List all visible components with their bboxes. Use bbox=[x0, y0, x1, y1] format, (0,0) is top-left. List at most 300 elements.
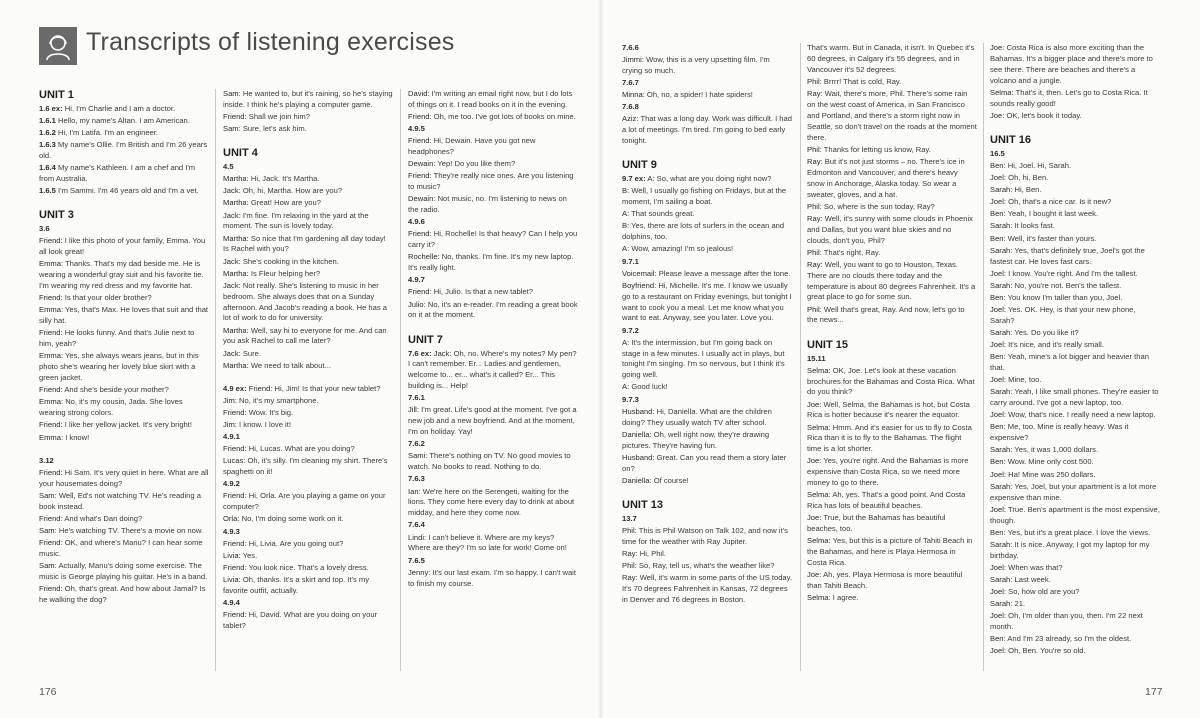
spoken-text: Hi, Joel. Hi, Sarah. bbox=[1007, 161, 1072, 170]
spoken-text: I know! bbox=[65, 432, 90, 442]
exercise-code: 4.9.5 bbox=[408, 124, 425, 134]
speaker-name: Martha: bbox=[223, 360, 249, 370]
speaker-name: Friend: bbox=[223, 562, 247, 572]
spoken-text: And I'm 23 already, so I'm the oldest. bbox=[1007, 634, 1132, 644]
spoken-text: Well, you want to go to Houston, Texas. There are no clouds there today and the temperature is about 80 degrees Fahrenheit. It's a great place to go for some sun. bbox=[807, 259, 976, 302]
speaker-name: Jack: bbox=[223, 280, 241, 290]
transcript-line bbox=[990, 422, 1160, 444]
unit-heading: UNIT 7 bbox=[408, 333, 443, 346]
transcript-line bbox=[223, 396, 393, 407]
speaker-name: Joe: bbox=[807, 399, 822, 409]
spoken-text: You look nice. That's a lovely dress. bbox=[248, 562, 369, 572]
transcript-line bbox=[223, 598, 393, 609]
spoken-text: We're here on the Serengeti, waiting for the lions. They come here every day to drink at about midday, and here they come now. bbox=[408, 486, 575, 518]
transcript-line bbox=[223, 575, 393, 597]
transcript-line bbox=[223, 211, 393, 233]
spoken-text: Of course! bbox=[653, 475, 689, 485]
speaker-name: Jimmi: bbox=[622, 55, 644, 65]
transcript-line bbox=[622, 114, 792, 147]
transcript-line bbox=[990, 293, 1160, 304]
spoken-text: Last week. bbox=[1014, 574, 1051, 584]
unit-heading: UNIT 13 bbox=[622, 498, 663, 511]
transcript-line bbox=[622, 174, 792, 185]
transcript-line bbox=[807, 400, 977, 422]
transcript-line bbox=[223, 162, 393, 173]
speaker-name: B: bbox=[622, 186, 630, 196]
transcript-line bbox=[990, 634, 1160, 645]
spoken-text: Hi, Michelle. It's me. I know we usually go to a restaurant on Friday evenings, but tonight I want to cook you a meal. Let me know what you want to eat. Anyway, see you later. Love you. bbox=[622, 280, 792, 323]
speaker-name: Friend: bbox=[39, 583, 63, 593]
speaker-name: Ben: bbox=[990, 233, 1006, 243]
speaker-name: Ray: bbox=[807, 156, 823, 166]
transcript-line bbox=[807, 490, 977, 512]
spoken-text: Sure. bbox=[242, 348, 262, 358]
transcript-line bbox=[408, 229, 578, 251]
spoken-text: Hi, David. What are you doing on your tablet? bbox=[223, 609, 378, 630]
speaker-name: Jim: bbox=[223, 420, 237, 430]
speaker-name: Selma: bbox=[807, 365, 831, 375]
speaker-name: Jack: bbox=[223, 348, 241, 358]
speaker-name: Aziz: bbox=[622, 114, 639, 124]
speaker-name: Joel: bbox=[990, 375, 1007, 385]
transcript-line bbox=[223, 491, 393, 513]
exercise-code: 7.6.4 bbox=[408, 520, 425, 530]
exercise-code: 4.9.2 bbox=[223, 479, 240, 489]
transcript-line bbox=[622, 281, 792, 325]
speaker-name: Lindi: bbox=[408, 532, 427, 542]
transcript-line bbox=[622, 549, 792, 560]
transcript-line bbox=[39, 140, 209, 162]
transcript-line bbox=[990, 646, 1160, 657]
speaker-name: Ian: bbox=[408, 486, 421, 496]
transcript-line bbox=[990, 587, 1160, 598]
exercise-code: 13.7 bbox=[622, 513, 637, 523]
speaker-name: Sam: bbox=[223, 124, 241, 134]
spoken-text: He wanted to, but it's raining, so he's staying inside. I think he's playing a computer game. bbox=[223, 89, 393, 109]
transcript-line bbox=[223, 257, 393, 268]
transcript-line bbox=[622, 326, 792, 337]
speaker-name: Phil: bbox=[807, 247, 822, 257]
spoken-text: That's it, then. Let's go to Costa Rica. It sounds really good! bbox=[990, 87, 1148, 108]
speaker-name: Daniella: bbox=[622, 429, 652, 439]
exercise-code: 1.6 ex: bbox=[39, 104, 63, 113]
speaker-name: Martha: bbox=[223, 174, 249, 184]
transcript-line bbox=[990, 328, 1160, 339]
transcript-line bbox=[990, 246, 1160, 268]
speaker-name: Phil: bbox=[622, 560, 637, 570]
speaker-name: Phil: bbox=[807, 304, 822, 314]
spoken-text: I can't believe it. Where are my keys? Where are they? I'm so late for work! Come on! bbox=[408, 532, 567, 553]
speaker-name: Friend: bbox=[39, 537, 63, 547]
speaker-name: Jill: bbox=[408, 405, 419, 415]
spoken-text: He's watching TV. There's a movie on now. bbox=[58, 525, 204, 535]
spoken-text: Oh, that's a nice car. Is it new? bbox=[1008, 197, 1112, 207]
speaker-name: Joel: bbox=[990, 586, 1007, 596]
spoken-text: It's nice, and it's really small. bbox=[1008, 340, 1104, 350]
speaker-name: Sarah: bbox=[990, 280, 1013, 290]
spoken-text: It looks fast. bbox=[1014, 221, 1056, 231]
spoken-text: Brrrr! That is cold, Ray. bbox=[823, 76, 902, 86]
speaker-name: Friend: bbox=[408, 287, 432, 297]
speaker-name: Ray: bbox=[807, 89, 823, 98]
speaker-name: Sam: bbox=[39, 560, 57, 570]
section-gap bbox=[622, 488, 792, 499]
spoken-text: Yes. OK. Hey, is that your new phone, Sarah? bbox=[990, 304, 1136, 325]
transcript-line bbox=[990, 209, 1160, 220]
transcript-line bbox=[223, 610, 393, 632]
transcript-line bbox=[408, 252, 578, 274]
transcript-line bbox=[39, 305, 209, 327]
person-headset-icon bbox=[39, 27, 77, 65]
speaker-name: Selma: bbox=[807, 536, 831, 546]
column-divider bbox=[215, 89, 216, 671]
transcript-line bbox=[223, 563, 393, 574]
spoken-text: It is nice. Anyway, I got my laptop for my birthday. bbox=[990, 539, 1150, 560]
speaker-name: Ray: bbox=[622, 573, 638, 583]
spoken-text: Yes, but it's a great place. I love the views. bbox=[1007, 527, 1151, 537]
exercise-code: 4.9 ex: bbox=[223, 383, 247, 393]
column-divider bbox=[983, 43, 984, 671]
spoken-text: No, thanks. I'm fine. It's my new laptop. It's really light. bbox=[408, 252, 574, 273]
transcript-line bbox=[622, 102, 792, 113]
transcript-line bbox=[807, 423, 977, 456]
spoken-text: Good luck! bbox=[631, 382, 668, 392]
speaker-name: Emma: bbox=[39, 351, 64, 361]
spoken-text: They're really nice ones. Are you listening to music? bbox=[408, 171, 574, 192]
spoken-text: And she's beside your mother? bbox=[64, 385, 169, 395]
spoken-text: Ha! Mine was 250 dollars. bbox=[1008, 469, 1096, 479]
transcript-line bbox=[408, 124, 578, 135]
exercise-code: 9.7.2 bbox=[622, 325, 639, 335]
page-title: Transcripts of listening exercises bbox=[86, 28, 455, 56]
speaker-name: Phil: bbox=[807, 76, 822, 86]
transcript-line bbox=[807, 366, 977, 399]
transcript-line bbox=[223, 349, 393, 360]
exercise-code: 3.12 bbox=[39, 455, 54, 465]
transcript-line bbox=[990, 197, 1160, 208]
spoken-text: Hi, Ben. bbox=[1014, 185, 1042, 195]
spoken-text: Wow, that's nice. I really need a new laptop. bbox=[1008, 410, 1156, 420]
speaker-name: Dewain: bbox=[408, 159, 436, 169]
transcript-line bbox=[223, 527, 393, 538]
speaker-name: A: bbox=[622, 337, 630, 347]
transcript-line bbox=[408, 287, 578, 298]
spoken-text: You know I'm taller than you, Joel. bbox=[1007, 292, 1123, 302]
transcript-line bbox=[622, 453, 792, 475]
transcript-line bbox=[39, 293, 209, 304]
exercise-code: 4.9.1 bbox=[223, 432, 240, 442]
transcript-line bbox=[39, 328, 209, 350]
transcript-line bbox=[39, 526, 209, 537]
speaker-name: Friend: bbox=[223, 112, 247, 121]
transcript-line bbox=[990, 599, 1160, 610]
transcript-line bbox=[622, 90, 792, 101]
spoken-text: True. Ben's apartment is the most expensive, though. bbox=[990, 504, 1160, 525]
spoken-text: It's our last exam. I'm so happy. I can't wait to finish my course. bbox=[408, 567, 576, 588]
exercise-code: 1.6.2 bbox=[39, 128, 56, 138]
spoken-text: Well, it's warm in some parts of the US today. It's 70 degrees Fahrenheit in Kansas, 72 degrees in Denver and 76 degrees in Boston. bbox=[622, 573, 793, 604]
transcript-line bbox=[622, 209, 792, 220]
speaker-name: Joel: bbox=[990, 562, 1007, 572]
transcript-line bbox=[807, 354, 977, 365]
speaker-name: Joel: bbox=[990, 173, 1007, 183]
transcript-line bbox=[990, 482, 1160, 504]
transcript-line bbox=[39, 397, 209, 419]
spoken-text: Oh, hi, Ben. bbox=[1008, 173, 1049, 183]
spoken-text: Hi, Phil. bbox=[639, 548, 666, 558]
transcript-line bbox=[223, 124, 393, 135]
transcript-line bbox=[39, 186, 209, 197]
unit-heading: UNIT 16 bbox=[990, 133, 1031, 146]
speaker-name: Friend: bbox=[248, 383, 273, 393]
spoken-text: Hi, Orla. Are you playing a game on your computer? bbox=[223, 491, 386, 512]
spoken-text: No, you're not. Ben's the tallest. bbox=[1014, 280, 1122, 290]
speaker-name: Martha: bbox=[223, 268, 249, 278]
spoken-text: Hi, Daniella. What are the children doing? They usually watch TV after school. bbox=[622, 406, 772, 427]
speaker-name: Ray: bbox=[807, 213, 823, 223]
speaker-name: Ray: bbox=[622, 548, 638, 558]
text-column-3 bbox=[408, 89, 578, 591]
transcript-line bbox=[39, 385, 209, 396]
transcript-line bbox=[39, 420, 209, 431]
transcript-line bbox=[990, 505, 1160, 527]
transcript-line bbox=[990, 410, 1160, 421]
transcript-line bbox=[39, 491, 209, 513]
spoken-text: Ah, yes. Playa Hermosa is more beautiful than Tahiti Beach. bbox=[807, 570, 963, 591]
speaker-name: Jenny: bbox=[408, 567, 431, 577]
spoken-text: My name's Ollie. I'm British and I'm 26 years old. bbox=[39, 140, 208, 161]
spoken-text: OK, let's book it today. bbox=[1006, 110, 1082, 120]
transcript-line bbox=[990, 173, 1160, 184]
spoken-text: Wow. It's big. bbox=[248, 407, 294, 417]
transcript-line bbox=[223, 408, 393, 419]
transcript-line bbox=[408, 487, 578, 520]
speaker-name: Livia: bbox=[223, 550, 241, 560]
transcript-line bbox=[223, 539, 393, 550]
transcript-line bbox=[223, 361, 393, 372]
spoken-text: Hi, Dewain. Have you got new headphones? bbox=[408, 136, 536, 157]
speaker-name: Friend: bbox=[39, 385, 63, 395]
speaker-name: Sam: bbox=[39, 525, 57, 535]
exercise-code: 7.6.1 bbox=[408, 393, 425, 403]
speaker-name: Sarah: bbox=[990, 445, 1013, 455]
transcript-line bbox=[39, 351, 209, 384]
transcript-line bbox=[807, 157, 977, 201]
transcript-line bbox=[622, 514, 792, 525]
unit-heading: UNIT 15 bbox=[807, 338, 848, 351]
exercise-code: 7.6.5 bbox=[408, 555, 425, 565]
transcript-line bbox=[408, 474, 578, 485]
transcript-line bbox=[622, 430, 792, 452]
speaker-name: Friend: bbox=[408, 171, 432, 181]
transcript-line bbox=[990, 375, 1160, 386]
transcript-line bbox=[990, 540, 1160, 562]
spoken-text: Hi, Livia. Are you going out? bbox=[248, 538, 344, 548]
spoken-text: Yes. bbox=[242, 550, 258, 560]
spoken-text: I like her yellow jacket. It's very bright! bbox=[64, 420, 192, 430]
speaker-name: Joel: bbox=[990, 504, 1007, 514]
spoken-text: That's warm. But in Canada, it isn't. In Quebec it's 60 degrees, in Calgary it's 55 degrees, and in Vancouver it's 52 degrees. bbox=[807, 43, 975, 74]
spoken-text: So, where is the sun today, Ray? bbox=[823, 201, 935, 211]
unit-heading: UNIT 4 bbox=[223, 147, 258, 160]
speaker-name: Lucas: bbox=[223, 456, 246, 466]
transcript-line bbox=[223, 174, 393, 185]
spoken-text: Oh, me too. I've got lots of books on mine. bbox=[433, 112, 576, 121]
transcript-line bbox=[223, 269, 393, 280]
spoken-text: Oh, hi, Martha. How are you? bbox=[242, 186, 343, 196]
transcript-line bbox=[807, 202, 977, 213]
transcript-line bbox=[622, 526, 792, 548]
speaker-name: Jack: bbox=[433, 348, 452, 358]
transcript-line bbox=[622, 257, 792, 268]
spoken-text: Hello, my name's Altan. I am American. bbox=[58, 116, 190, 126]
speaker-name: Sarah: bbox=[990, 539, 1013, 549]
transcript-line bbox=[408, 349, 578, 393]
spoken-text: Thanks. That's my dad beside me. He is wearing a wonderful gray suit and his favorite tie. I'm wearing my red dress and my favorite hat. bbox=[39, 259, 204, 291]
unit-heading: UNIT 3 bbox=[39, 209, 74, 222]
spoken-text: Hi, Rochelle! Is that heavy? Can I help you carry it? bbox=[408, 229, 578, 250]
speaker-name: Ben: bbox=[990, 527, 1006, 537]
speaker-name: Ben: bbox=[990, 422, 1006, 432]
transcript-line bbox=[408, 556, 578, 567]
spoken-text: That was a long day. Work was difficult. I had a lot of meetings. I'm tired. I'm going to bed early tonight. bbox=[622, 114, 792, 146]
exercise-code: 7.6 ex: bbox=[408, 348, 432, 358]
exercise-code: 7.6.8 bbox=[622, 102, 639, 112]
column-divider bbox=[800, 43, 801, 671]
transcript-line bbox=[990, 161, 1160, 172]
speaker-name: Sarah: bbox=[990, 221, 1013, 231]
text-column-5 bbox=[807, 43, 977, 605]
transcript-line bbox=[807, 43, 977, 76]
spoken-text: I'm fine. I'm relaxing in the yard at the moment. The sun is lovely today. bbox=[223, 210, 369, 231]
speaker-name: Sam: bbox=[223, 89, 241, 98]
transcript-line bbox=[622, 244, 792, 255]
section-gap bbox=[622, 148, 792, 159]
exercise-code: 9.7.1 bbox=[622, 256, 639, 266]
transcript-line bbox=[990, 185, 1160, 196]
speaker-name: Ben: bbox=[990, 457, 1006, 467]
transcript-line bbox=[807, 260, 977, 304]
spoken-text: When was that? bbox=[1008, 562, 1063, 572]
transcript-line bbox=[223, 234, 393, 256]
speaker-name: Friend: bbox=[408, 229, 432, 239]
transcript-line bbox=[223, 198, 393, 209]
spoken-text: Yep! Do you like them? bbox=[437, 159, 516, 169]
transcript-line bbox=[807, 214, 977, 247]
exercise-code: 4.9.6 bbox=[408, 217, 425, 227]
transcript-line bbox=[408, 89, 578, 111]
speaker-name: Ray: bbox=[807, 259, 823, 269]
speaker-name: Orla: bbox=[223, 514, 240, 524]
page-number-left: 176 bbox=[39, 686, 57, 698]
speaker-name: Ben: bbox=[990, 292, 1006, 302]
transcript-line bbox=[990, 575, 1160, 586]
spoken-text: Great! How are you? bbox=[250, 198, 321, 208]
speaker-name: Jim: bbox=[223, 395, 237, 405]
transcript-line bbox=[408, 112, 578, 123]
speaker-name: Friend: bbox=[39, 513, 63, 523]
speaker-name: Joe: bbox=[990, 110, 1005, 120]
transcript-line bbox=[990, 352, 1160, 374]
transcript-line bbox=[622, 561, 792, 572]
spoken-text: No, it's my smartphone. bbox=[239, 395, 319, 405]
speaker-name: Joe: bbox=[807, 456, 822, 466]
section-gap bbox=[223, 136, 393, 147]
transcript-line bbox=[39, 104, 209, 115]
spoken-text: Hi. I'm Charlie and I am a doctor. bbox=[64, 104, 176, 113]
transcript-line bbox=[408, 194, 578, 216]
spoken-text: Thanks for letting us know, Ray. bbox=[823, 144, 931, 154]
speaker-name: Joel: bbox=[990, 646, 1007, 656]
transcript-line bbox=[39, 561, 209, 583]
spoken-text: That sounds great. bbox=[631, 209, 695, 219]
spoken-text: Hi, Lucas. What are you doing? bbox=[248, 444, 355, 454]
spoken-text: Hi, Julio. Is that a new tablet? bbox=[433, 287, 533, 297]
spoken-text: Yes, Joel, but your apartment is a lot more expensive than mine. bbox=[990, 481, 1157, 502]
transcript-line bbox=[990, 43, 1160, 87]
speaker-name: Friend: bbox=[39, 420, 63, 430]
spoken-text: She's cooking in the kitchen. bbox=[242, 256, 339, 266]
transcript-line bbox=[39, 116, 209, 127]
speaker-name: Friend: bbox=[408, 112, 432, 121]
transcript-line bbox=[807, 77, 977, 88]
spoken-text: Costa Rica is also more exciting than the Bahamas. It's a bigger place and there's more to see there. There are beaches and there's a volcano and a jungle. bbox=[990, 43, 1153, 85]
transcript-line bbox=[990, 88, 1160, 110]
speaker-name: Sami: bbox=[408, 451, 428, 461]
spoken-text: Hi, Jim! Is that your new tablet? bbox=[274, 383, 381, 393]
spoken-text: Yes, but this is a picture of Tahiti Beach in the Bahamas, and here is Playa Hermosa in Costa Rica. bbox=[807, 536, 973, 568]
spoken-text: I'm writing an email right now, but I do lots of things on it. I read books on it in the evening. bbox=[408, 89, 573, 109]
transcript-line bbox=[408, 568, 578, 590]
speaker-name: Sarah: bbox=[990, 598, 1013, 608]
exercise-code: 4.5 bbox=[223, 162, 234, 172]
exercise-code: 7.6.3 bbox=[408, 474, 425, 484]
spoken-text: Is that your older brother? bbox=[64, 293, 152, 303]
speaker-name: Joel: bbox=[990, 268, 1007, 278]
speaker-name: Friend: bbox=[39, 236, 63, 246]
spoken-text: Oh, Ben. You're so old. bbox=[1008, 646, 1086, 656]
speaker-name: Friend: bbox=[223, 609, 247, 619]
transcript-line bbox=[622, 407, 792, 429]
speaker-name: Phil: bbox=[807, 144, 822, 154]
spoken-text: We need to talk about... bbox=[250, 360, 331, 370]
speaker-name: Joel: bbox=[990, 197, 1007, 207]
speaker-name: Jack: bbox=[223, 186, 241, 196]
speaker-name: Joe: bbox=[807, 513, 822, 523]
spoken-text: Yes, it was 1,000 dollars. bbox=[1014, 445, 1099, 455]
spoken-text: I know. You're right. And I'm the tallest. bbox=[1008, 268, 1138, 278]
speaker-name: Jack: bbox=[223, 256, 241, 266]
speaker-name: Minna: bbox=[622, 90, 645, 100]
speaker-name: Sarah: bbox=[990, 327, 1013, 337]
transcript-line bbox=[990, 470, 1160, 481]
speaker-name: Selma: bbox=[807, 490, 831, 500]
transcript-line bbox=[223, 514, 393, 525]
column-divider bbox=[400, 89, 401, 671]
speaker-name: Joe: bbox=[990, 43, 1005, 52]
speaker-name: Livia: bbox=[223, 574, 241, 584]
transcript-line bbox=[990, 445, 1160, 456]
transcript-line bbox=[622, 395, 792, 406]
spoken-text: This is Phil Watson on Talk 102, and now it's time for the weather with Ray Jupiter. bbox=[622, 525, 788, 546]
transcript-line bbox=[408, 439, 578, 450]
speaker-name: Joel: bbox=[990, 304, 1007, 314]
speaker-name: Daniella: bbox=[622, 475, 652, 485]
spoken-text: 21. bbox=[1014, 598, 1026, 608]
book-gutter bbox=[598, 0, 604, 718]
transcript-line bbox=[223, 432, 393, 443]
transcript-line bbox=[622, 338, 792, 382]
